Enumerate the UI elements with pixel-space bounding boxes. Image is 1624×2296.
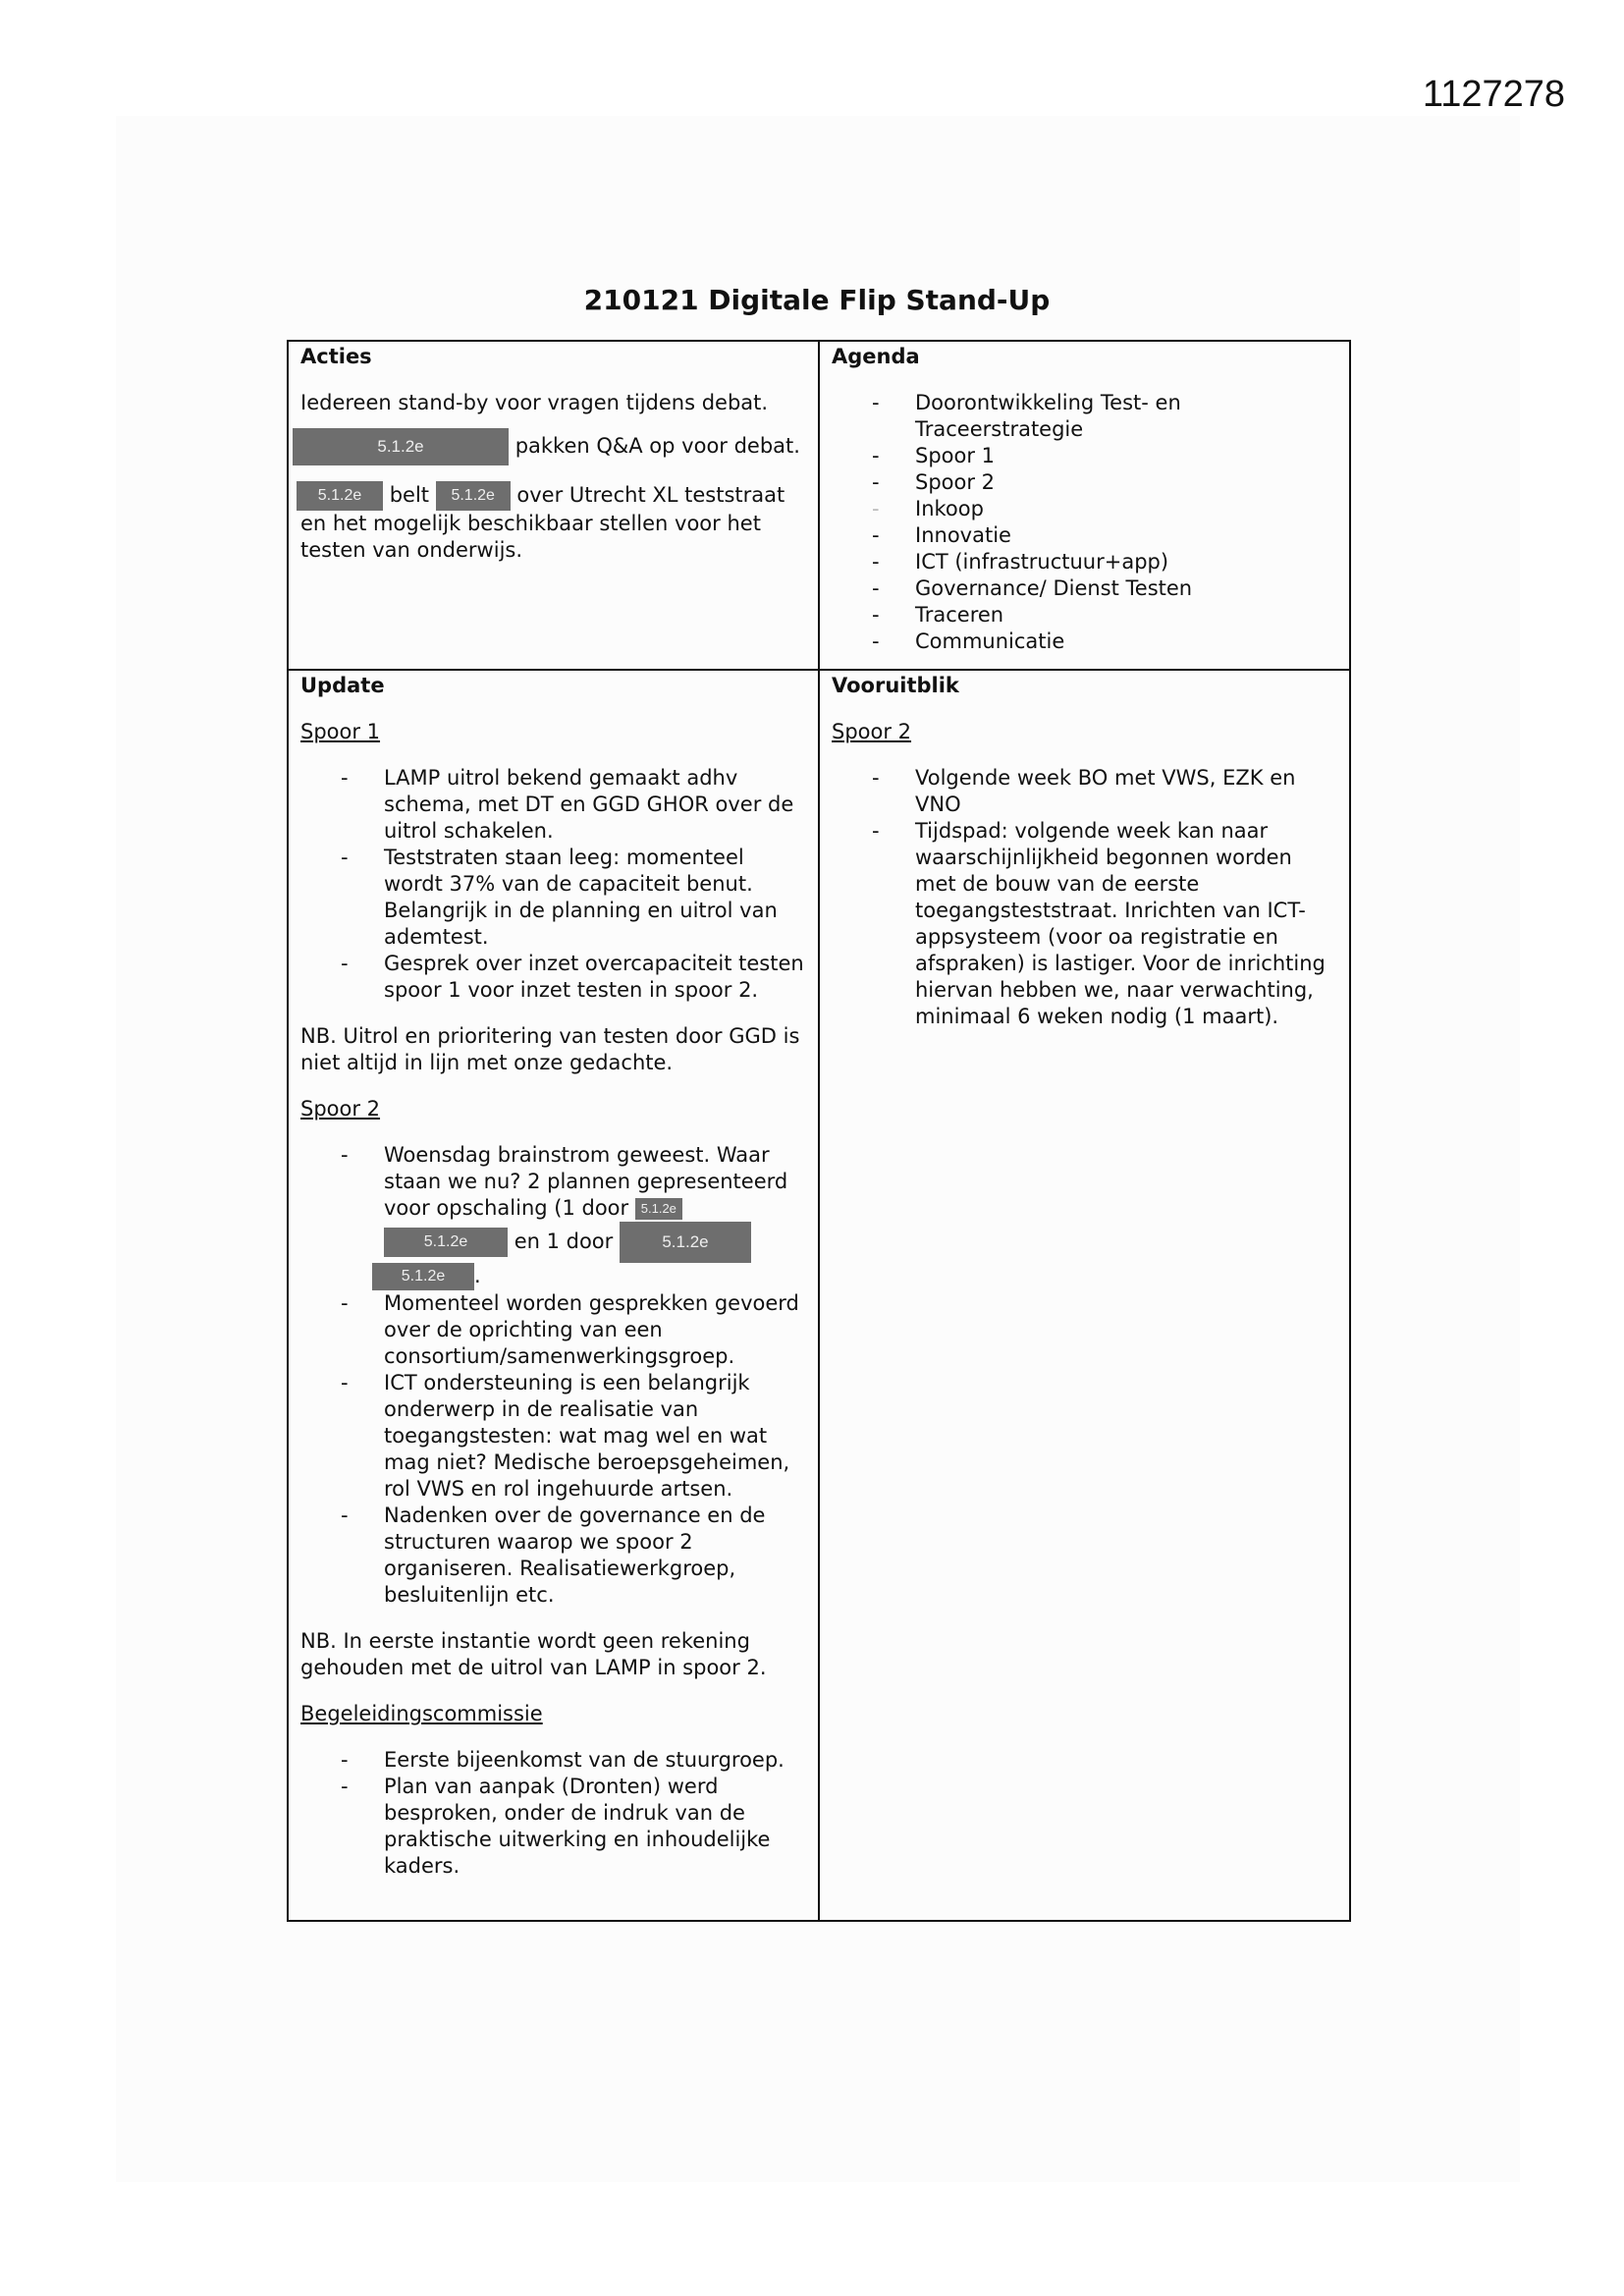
acties-cell — [288, 341, 819, 670]
acties-paragraph: Iedereen stand-by voor vragen tijdens debat. — [300, 391, 769, 414]
agenda-list — [832, 390, 1337, 655]
redaction-box: 5.1.2e — [293, 428, 509, 465]
begeleiding-list — [300, 1747, 806, 1880]
list-item: - Communicatie — [915, 629, 1337, 655]
begeleiding-subheading: Begeleidingscommissie — [300, 1702, 543, 1725]
list-item: - Innovatie — [915, 522, 1337, 549]
list-item: - Inkoop — [915, 496, 1337, 522]
list-item: - Doorontwikkeling Test- en Traceerstrategie — [915, 390, 1337, 443]
table-row — [288, 670, 1350, 1921]
list-item: - Nadenken over de governance en de structuren waarop we spoor 2 organiseren. Realisatiewerkgroep, besluitenlijn etc. — [384, 1503, 806, 1609]
agenda-heading: Agenda — [832, 345, 920, 368]
document-id: 1127278 — [1422, 74, 1565, 115]
list-item: - Eerste bijeenkomst van de stuurgroep. — [384, 1747, 806, 1774]
list-item: - LAMP uitrol bekend gemaakt adhv schema, met DT en GGD GHOR over de uitrol schakelen. — [384, 765, 806, 845]
list-item: - Plan van aanpak (Dronten) werd besproken, onder de indruk van de praktische uitwerking en inhoudelijke kaders. — [384, 1774, 806, 1880]
redaction-box: 5.1.2e — [620, 1222, 751, 1263]
update-heading: Update — [300, 674, 385, 697]
redaction-box: 5.1.2e — [372, 1263, 474, 1290]
acties-heading: Acties — [300, 345, 372, 368]
list-item: - Spoor 1 — [915, 443, 1337, 469]
update-cell — [288, 670, 819, 1921]
redaction-box: 5.1.2e — [384, 1228, 508, 1257]
list-item: - Traceren — [915, 602, 1337, 629]
acties-paragraph — [300, 428, 806, 465]
acties-text: pakken Q&A op voor debat. — [514, 434, 800, 458]
spoor2-note: NB. In eerste instantie wordt geen rekening gehouden met de uitrol van LAMP in spoor 2. — [300, 1629, 767, 1679]
acties-text: belt — [389, 483, 430, 507]
spoor1-note: NB. Uitrol en prioritering van testen door GGD is niet altijd in lijn met onze gedachte. — [300, 1024, 800, 1074]
redaction-box: 5.1.2e — [436, 481, 511, 511]
list-item: - Governance/ Dienst Testen — [915, 575, 1337, 602]
minutes-table — [287, 340, 1351, 1922]
list-item: - Volgende week BO met VWS, EZK en VNO — [915, 765, 1337, 818]
spoor2-subheading: Spoor 2 — [300, 1097, 381, 1121]
list-item: - Spoor 2 — [915, 469, 1337, 496]
vooruitblik-heading: Vooruitblik — [832, 674, 959, 697]
list-item: - Tijdspad: volgende week kan naar waarschijnlijkheid begonnen worden met de bouw van de eerste toegangsteststraat. Inrichten van ICT-appsysteem (voor oa registratie en afspraken) is lastiger. Voor de inrichting hiervan hebben we, naar verwachting, minimaal 6 weken nodig (1 maart). — [915, 818, 1337, 1030]
vooruitblik-list — [832, 765, 1337, 1030]
list-item: - ICT (infrastructuur+app) — [915, 549, 1337, 575]
list-item: - ICT ondersteuning is een belangrijk onderwerp in de realisatie van toegangstesten: wat mag wel en wat mag niet? Medische beroepsgeheimen, rol VWS en rol ingehuurde artsen. — [384, 1370, 806, 1503]
page-title: 210121 Digitale Flip Stand-Up — [583, 284, 1051, 316]
list-item: - Teststraten staan leeg: momenteel wordt 37% van de capaciteit benut. Belangrijk in de planning en uitrol van ademtest. — [384, 845, 806, 951]
vooruitblik-subheading: Spoor 2 — [832, 720, 912, 743]
spoor2-list — [300, 1142, 806, 1609]
list-item: - Woensdag brainstrom geweest. Waar staan we nu? 2 plannen gepresenteerd voor opschaling (1 door 5.1.2e 5.1.2e en 1 door 5.1.2e 5.1.2e . — [384, 1142, 806, 1290]
acties-paragraph — [300, 481, 806, 564]
spoor1-subheading: Spoor 1 — [300, 720, 381, 743]
vooruitblik-cell — [819, 670, 1350, 1921]
table-row — [288, 341, 1350, 670]
acties-text: over Utrecht XL teststraat en het mogelijk beschikbaar stellen voor het testen van onderwijs. — [300, 483, 785, 562]
redaction-box: 5.1.2e — [297, 481, 383, 511]
list-item: - Gesprek over inzet overcapaciteit testen spoor 1 voor inzet testen in spoor 2. — [384, 951, 806, 1004]
spoor1-list — [300, 765, 806, 1004]
list-item-text: Woensdag brainstrom geweest. Waar staan we nu? 2 plannen gepresenteerd voor opschaling (1 door — [384, 1143, 788, 1220]
list-item: - Momenteel worden gesprekken gevoerd over de oprichting van een consortium/samenwerkingsgroep. — [384, 1290, 806, 1370]
list-item-text: en 1 door — [514, 1230, 614, 1253]
agenda-cell — [819, 341, 1350, 670]
redaction-box: 5.1.2e — [635, 1198, 682, 1220]
